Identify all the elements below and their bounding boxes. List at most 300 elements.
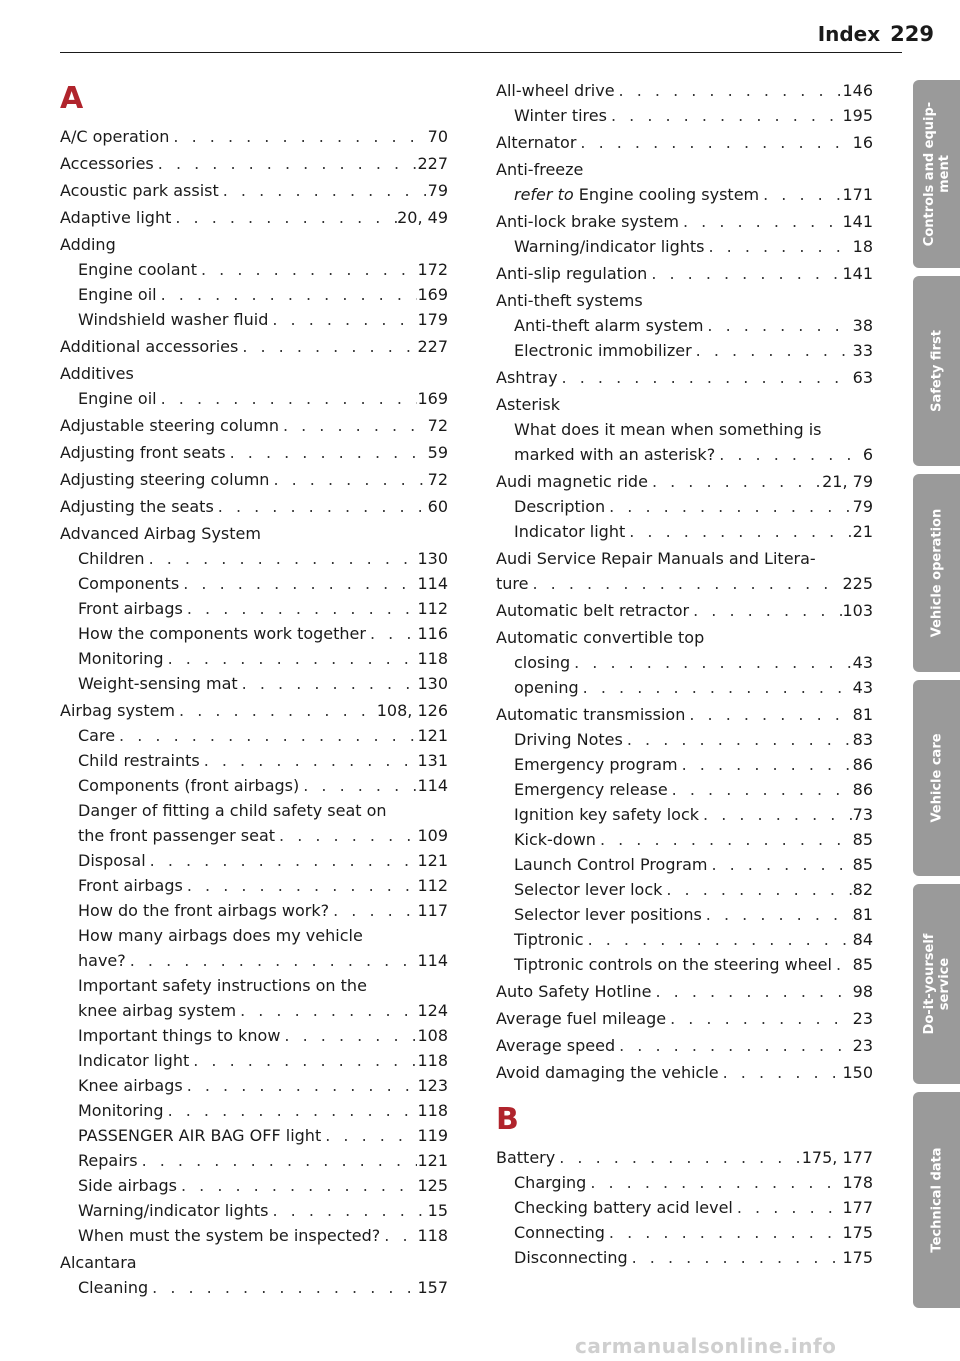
leader-dots xyxy=(689,598,842,623)
entry-term: Weight-sensing mat xyxy=(78,674,238,693)
leader-dots xyxy=(164,646,418,671)
leader-dots xyxy=(175,698,377,723)
leader-dots xyxy=(169,124,427,149)
index-entry xyxy=(60,1198,448,1223)
index-entry xyxy=(60,698,448,723)
entry-page-ref: 118 xyxy=(417,649,448,668)
index-entry xyxy=(60,307,448,332)
entry-page-ref: 121 xyxy=(417,1151,448,1170)
entry-page-ref: 130 xyxy=(417,674,448,693)
entry-page-ref: 169 xyxy=(417,389,448,408)
entry-term: Components (front airbags) xyxy=(78,776,300,795)
tab-vehicle-operation[interactable] xyxy=(913,474,960,672)
leader-dots xyxy=(662,877,852,902)
entry-term: knee airbag system xyxy=(78,1001,237,1020)
index-column-right xyxy=(496,76,873,1270)
leader-dots xyxy=(380,1223,417,1248)
leader-dots xyxy=(678,752,853,777)
index-entry xyxy=(60,361,448,386)
entry-term: closing xyxy=(514,653,571,672)
leader-dots xyxy=(148,1275,417,1300)
entry-page-ref: 114 xyxy=(417,574,448,593)
entry-page-ref: 85 xyxy=(852,955,873,974)
index-entry xyxy=(496,571,873,596)
entry-term: Asterisk xyxy=(496,395,561,414)
index-entry xyxy=(60,1098,448,1123)
index-entry xyxy=(60,1073,448,1098)
entry-term: Engine coolant xyxy=(78,260,197,279)
index-entry xyxy=(60,1250,448,1275)
index-entry xyxy=(60,1223,448,1248)
entry-page-ref: 114 xyxy=(417,951,448,970)
leader-dots xyxy=(321,1123,417,1148)
entry-page-ref: 227 xyxy=(417,154,448,173)
entry-term: Warning/indicator lights xyxy=(78,1201,269,1220)
entry-page-ref: 169 xyxy=(417,285,448,304)
leader-dots xyxy=(679,209,842,234)
entry-page-ref: 43 xyxy=(852,653,873,672)
entry-page-ref: 124 xyxy=(417,1001,448,1020)
entry-term: Description xyxy=(514,497,606,516)
section-letter-a: A xyxy=(60,81,84,116)
index-entry xyxy=(60,178,448,203)
entry-term: Children xyxy=(78,549,145,568)
index-entry xyxy=(496,902,873,927)
leader-dots xyxy=(607,103,842,128)
tab-controls-and-equipment[interactable] xyxy=(913,80,960,268)
tab-do-it-yourself-service[interactable] xyxy=(913,884,960,1084)
entry-page-ref: 141 xyxy=(842,212,873,231)
entry-term: Additives xyxy=(60,364,134,383)
entry-term: Indicator light xyxy=(78,1051,190,1070)
entry-term: Accessories xyxy=(60,154,154,173)
index-entry xyxy=(496,952,873,977)
header-title: Index xyxy=(817,22,881,46)
entry-page-ref: 85 xyxy=(852,830,873,849)
entry-term: Automatic belt retractor xyxy=(496,601,690,620)
leader-dots xyxy=(179,571,417,596)
leader-dots xyxy=(299,773,417,798)
entry-term: Audi Service Repair Manuals and Litera- xyxy=(496,549,816,568)
entry-page-ref: 131 xyxy=(417,751,448,770)
index-entry xyxy=(496,877,873,902)
index-entry xyxy=(496,1060,873,1085)
entry-term: Knee airbags xyxy=(78,1076,183,1095)
entry-page-ref: 227 xyxy=(417,337,448,356)
leader-dots xyxy=(625,519,852,544)
entry-term: Selector lever lock xyxy=(514,880,663,899)
entry-term: have? xyxy=(78,951,126,970)
entry-term: Audi magnetic ride xyxy=(496,472,648,491)
leader-dots xyxy=(183,1073,418,1098)
leader-dots xyxy=(189,1048,417,1073)
entry-page-ref: 23 xyxy=(852,1009,873,1028)
index-entry xyxy=(60,621,448,646)
leader-dots xyxy=(238,671,418,696)
entry-term: Anti-lock brake system xyxy=(496,212,679,231)
index-entry xyxy=(496,702,873,727)
index-entry xyxy=(496,469,873,494)
entry-term: the front passenger seat xyxy=(78,826,276,845)
entry-term: Indicator light xyxy=(514,522,626,541)
tab-label: Do-it-yourself service xyxy=(921,933,952,1035)
index-entry xyxy=(60,973,448,998)
entry-term: How the components work together xyxy=(78,624,366,643)
entry-page-ref: 125 xyxy=(417,1176,448,1195)
index-entry xyxy=(496,979,873,1004)
leader-dots xyxy=(183,873,418,898)
index-entry xyxy=(60,773,448,798)
leader-dots xyxy=(707,852,852,877)
index-entry xyxy=(60,873,448,898)
leader-dots xyxy=(605,494,853,519)
leader-dots xyxy=(177,1173,417,1198)
leader-dots xyxy=(154,151,418,176)
leader-dots xyxy=(236,998,417,1023)
leader-dots xyxy=(269,467,427,492)
leader-dots xyxy=(699,802,853,827)
entry-term: Airbag system xyxy=(60,701,176,720)
entry-page-ref: 117 xyxy=(417,901,448,920)
leader-dots xyxy=(171,205,397,230)
entry-term: Child restraints xyxy=(78,751,200,770)
tab-label: Controls and equip- ment xyxy=(921,101,952,247)
entry-page-ref: 123 xyxy=(417,1076,448,1095)
index-entry xyxy=(60,646,448,671)
leader-dots xyxy=(719,1060,843,1085)
index-entry xyxy=(60,998,448,1023)
entry-page-ref: 85 xyxy=(852,855,873,874)
entry-page-ref: 33 xyxy=(852,341,873,360)
index-entry xyxy=(496,234,873,259)
index-entry xyxy=(496,1195,873,1220)
index-entry xyxy=(496,338,873,363)
entry-term: Warning/indicator lights xyxy=(514,237,705,256)
entry-term: Tiptronic controls on the steering wheel xyxy=(514,955,832,974)
page-header xyxy=(818,22,934,46)
entry-page-ref: 141 xyxy=(842,264,873,283)
entry-page-ref: 103 xyxy=(842,601,873,620)
entry-term: Adding xyxy=(60,235,116,254)
leader-dots xyxy=(692,338,853,363)
leader-dots xyxy=(115,723,417,748)
entry-page-ref: 60 xyxy=(427,497,448,516)
index-entry xyxy=(60,521,448,546)
entry-term: Anti-theft systems xyxy=(496,291,643,310)
leader-dots xyxy=(702,902,853,927)
index-entry xyxy=(496,209,873,234)
entry-term: Care xyxy=(78,726,116,745)
index-entry xyxy=(60,571,448,596)
entry-page-ref: 79 xyxy=(852,497,873,516)
entry-term: Adjustable steering column xyxy=(60,416,279,435)
leader-dots xyxy=(759,182,842,207)
index-entry xyxy=(60,823,448,848)
entry-term: Anti-slip regulation xyxy=(496,264,648,283)
entry-term: Repairs xyxy=(78,1151,138,1170)
entry-page-ref: 86 xyxy=(852,755,873,774)
leader-dots xyxy=(558,365,853,390)
entry-page-ref: 177 xyxy=(842,1198,873,1217)
entry-page-ref: 108 xyxy=(417,1026,448,1045)
entry-list-left xyxy=(60,124,448,1300)
index-entry xyxy=(60,1275,448,1300)
leader-dots xyxy=(623,727,853,752)
index-entry xyxy=(496,442,873,467)
entry-page-ref: 43 xyxy=(852,678,873,697)
leader-dots xyxy=(145,546,418,571)
entry-term: Kick-down xyxy=(514,830,596,849)
index-entry xyxy=(496,927,873,952)
leader-dots xyxy=(366,621,417,646)
entry-term: All-wheel drive xyxy=(496,81,615,100)
watermark: carmanualsonline.info xyxy=(575,1334,837,1358)
index-entry xyxy=(496,625,873,650)
entry-page-ref: 59 xyxy=(427,443,448,462)
entry-page-ref: 175, 177 xyxy=(801,1148,873,1167)
leader-dots xyxy=(226,440,428,465)
entry-page-ref: 84 xyxy=(852,930,873,949)
leader-dots xyxy=(138,1148,418,1173)
entry-page-ref: 21 xyxy=(852,522,873,541)
index-entry xyxy=(496,392,873,417)
entry-term: Important things to know xyxy=(78,1026,281,1045)
leader-dots xyxy=(832,952,853,977)
entry-page-ref: 171 xyxy=(842,185,873,204)
leader-dots xyxy=(668,777,853,802)
leader-dots xyxy=(579,675,853,700)
entry-term: Alcantara xyxy=(60,1253,137,1272)
entry-page-ref: 118 xyxy=(417,1101,448,1120)
index-entry xyxy=(496,1245,873,1270)
entry-page-ref: 116 xyxy=(417,624,448,643)
index-entry xyxy=(496,802,873,827)
index-entry xyxy=(60,282,448,307)
section-letter-b: B xyxy=(496,1102,519,1137)
entry-page-ref: 121 xyxy=(417,726,448,745)
entry-page-ref: 72 xyxy=(427,416,448,435)
index-entry xyxy=(60,232,448,257)
leader-dots xyxy=(715,442,863,467)
entry-term: Side airbags xyxy=(78,1176,177,1195)
entry-page-ref: 157 xyxy=(417,1278,448,1297)
entry-term: Engine oil xyxy=(78,389,157,408)
entry-term: How do the front airbags work? xyxy=(78,901,330,920)
index-entry xyxy=(60,1048,448,1073)
index-entry xyxy=(496,288,873,313)
entry-term: Adjusting the seats xyxy=(60,497,214,516)
entry-page-ref: 118 xyxy=(417,1051,448,1070)
entry-term: Launch Control Program xyxy=(514,855,708,874)
entry-page-ref: 150 xyxy=(842,1063,873,1082)
leader-dots xyxy=(238,334,417,359)
entry-page-ref: 175 xyxy=(842,1223,873,1242)
entry-term: Emergency release xyxy=(514,780,668,799)
entry-term: Auto Safety Hotline xyxy=(496,982,652,1001)
index-entry xyxy=(496,827,873,852)
index-entry xyxy=(496,752,873,777)
entry-term: PASSENGER AIR BAG OFF light xyxy=(78,1126,322,1145)
index-entry xyxy=(496,182,873,207)
index-entry xyxy=(496,494,873,519)
leader-dots xyxy=(280,1023,417,1048)
entry-term: Emergency program xyxy=(514,755,678,774)
entry-term: Average fuel mileage xyxy=(496,1009,667,1028)
index-entry xyxy=(496,546,873,571)
leader-dots xyxy=(183,596,418,621)
leader-dots xyxy=(576,130,852,155)
entry-term: Monitoring xyxy=(78,1101,164,1120)
entry-page-ref: 175 xyxy=(842,1248,873,1267)
entry-page-ref: 112 xyxy=(417,876,448,895)
leader-dots xyxy=(555,1145,802,1170)
leader-dots xyxy=(570,650,853,675)
entry-term: Important safety instructions on the xyxy=(78,976,367,995)
leader-dots xyxy=(268,307,417,332)
leader-dots xyxy=(126,948,418,973)
entry-page-ref: 79 xyxy=(427,181,448,200)
index-entry xyxy=(60,1148,448,1173)
leader-dots xyxy=(275,823,417,848)
entry-page-ref: 15 xyxy=(427,1201,448,1220)
leader-dots xyxy=(279,413,428,438)
entry-page-ref: 63 xyxy=(852,368,873,387)
leader-dots xyxy=(615,78,843,103)
entry-term: Checking battery acid level xyxy=(514,1198,733,1217)
entry-term: Charging xyxy=(514,1173,587,1192)
index-entry xyxy=(496,417,873,442)
entry-term: Average speed xyxy=(496,1036,616,1055)
entry-term: Connecting xyxy=(514,1223,605,1242)
leader-dots xyxy=(615,1033,853,1058)
entry-page-ref: 121 xyxy=(417,851,448,870)
page-number: 229 xyxy=(890,22,934,46)
chapter-tabs xyxy=(913,80,960,1316)
entry-term: Winter tires xyxy=(514,106,607,125)
entry-page-ref: 86 xyxy=(852,780,873,799)
tab-label: Vehicle operation xyxy=(929,508,944,638)
index-entry xyxy=(60,257,448,282)
index-entry xyxy=(496,365,873,390)
entry-page-ref: 81 xyxy=(852,905,873,924)
entry-term: Monitoring xyxy=(78,649,164,668)
tab-label: Vehicle care xyxy=(929,733,944,823)
leader-dots xyxy=(157,282,418,307)
entry-page-ref: 18 xyxy=(852,237,873,256)
entry-term: refer to Engine cooling system xyxy=(514,185,760,204)
entry-page-ref: 146 xyxy=(842,81,873,100)
entry-term: When must the system be inspected? xyxy=(78,1226,381,1245)
leader-dots xyxy=(157,386,418,411)
index-entry xyxy=(496,519,873,544)
leader-dots xyxy=(586,1170,842,1195)
entry-term: Ashtray xyxy=(496,368,558,387)
index-entry xyxy=(496,598,873,623)
index-entry xyxy=(496,1220,873,1245)
index-entry xyxy=(60,948,448,973)
index-entry xyxy=(60,386,448,411)
index-entry xyxy=(60,1023,448,1048)
entry-term: Ignition key safety lock xyxy=(514,805,700,824)
entry-page-ref: 21, 79 xyxy=(822,472,873,491)
index-entry xyxy=(496,777,873,802)
index-entry xyxy=(496,261,873,286)
entry-term: A/C operation xyxy=(60,127,170,146)
index-entry xyxy=(60,334,448,359)
leader-dots xyxy=(146,848,418,873)
index-entry xyxy=(60,1173,448,1198)
entry-page-ref: 118 xyxy=(417,1226,448,1245)
tab-safety-first[interactable] xyxy=(913,276,960,466)
entry-term: Battery xyxy=(496,1148,556,1167)
entry-term: Anti-theft alarm system xyxy=(514,316,704,335)
entry-page-ref: 195 xyxy=(842,106,873,125)
entry-page-ref: 225 xyxy=(842,574,873,593)
index-entry xyxy=(496,157,873,182)
entry-page-ref: 172 xyxy=(417,260,448,279)
index-column-left xyxy=(60,78,448,1300)
leader-dots xyxy=(651,979,852,1004)
entry-page-ref: 179 xyxy=(417,310,448,329)
tab-label: Technical data xyxy=(929,1147,944,1253)
index-entry xyxy=(60,151,448,176)
entry-term: Additional accessories xyxy=(60,337,239,356)
leader-dots xyxy=(528,571,842,596)
leader-dots xyxy=(329,898,417,923)
entry-page-ref: 16 xyxy=(852,133,873,152)
entry-page-ref: 82 xyxy=(852,880,873,899)
leader-dots xyxy=(703,313,852,338)
entry-page-ref: 38 xyxy=(852,316,873,335)
entry-page-ref: 6 xyxy=(862,445,873,464)
index-entry xyxy=(60,440,448,465)
index-entry xyxy=(496,650,873,675)
index-entry xyxy=(496,1170,873,1195)
leader-dots xyxy=(647,261,842,286)
entry-term: Selector lever positions xyxy=(514,905,702,924)
leader-dots xyxy=(584,927,853,952)
index-entry xyxy=(496,78,873,103)
entry-term: Automatic convertible top xyxy=(496,628,705,647)
tab-vehicle-care[interactable] xyxy=(913,680,960,876)
entry-term: Anti-freeze xyxy=(496,160,584,179)
entry-page-ref: 109 xyxy=(417,826,448,845)
leader-dots xyxy=(596,827,853,852)
index-entry xyxy=(60,494,448,519)
leader-dots xyxy=(214,494,428,519)
entry-term: Avoid damaging the vehicle xyxy=(496,1063,719,1082)
entry-term: Cleaning xyxy=(78,1278,149,1297)
entry-page-ref: 81 xyxy=(852,705,873,724)
entry-page-ref: 73 xyxy=(852,805,873,824)
index-entry xyxy=(60,413,448,438)
entry-term: opening xyxy=(514,678,579,697)
entry-term: Driving Notes xyxy=(514,730,623,749)
index-entry xyxy=(60,1123,448,1148)
index-entry xyxy=(60,546,448,571)
entry-term: Disconnecting xyxy=(514,1248,628,1267)
leader-dots xyxy=(605,1220,843,1245)
index-entry xyxy=(496,1033,873,1058)
entry-page-ref: 72 xyxy=(427,470,448,489)
entry-term: Danger of fitting a child safety seat on xyxy=(78,801,387,820)
entry-term: Acoustic park assist xyxy=(60,181,219,200)
entry-page-ref: 98 xyxy=(852,982,873,1001)
entry-term: What does it mean when something is xyxy=(514,420,822,439)
tab-technical-data[interactable] xyxy=(913,1092,960,1308)
entry-term: Alternator xyxy=(496,133,577,152)
leader-dots xyxy=(197,257,417,282)
